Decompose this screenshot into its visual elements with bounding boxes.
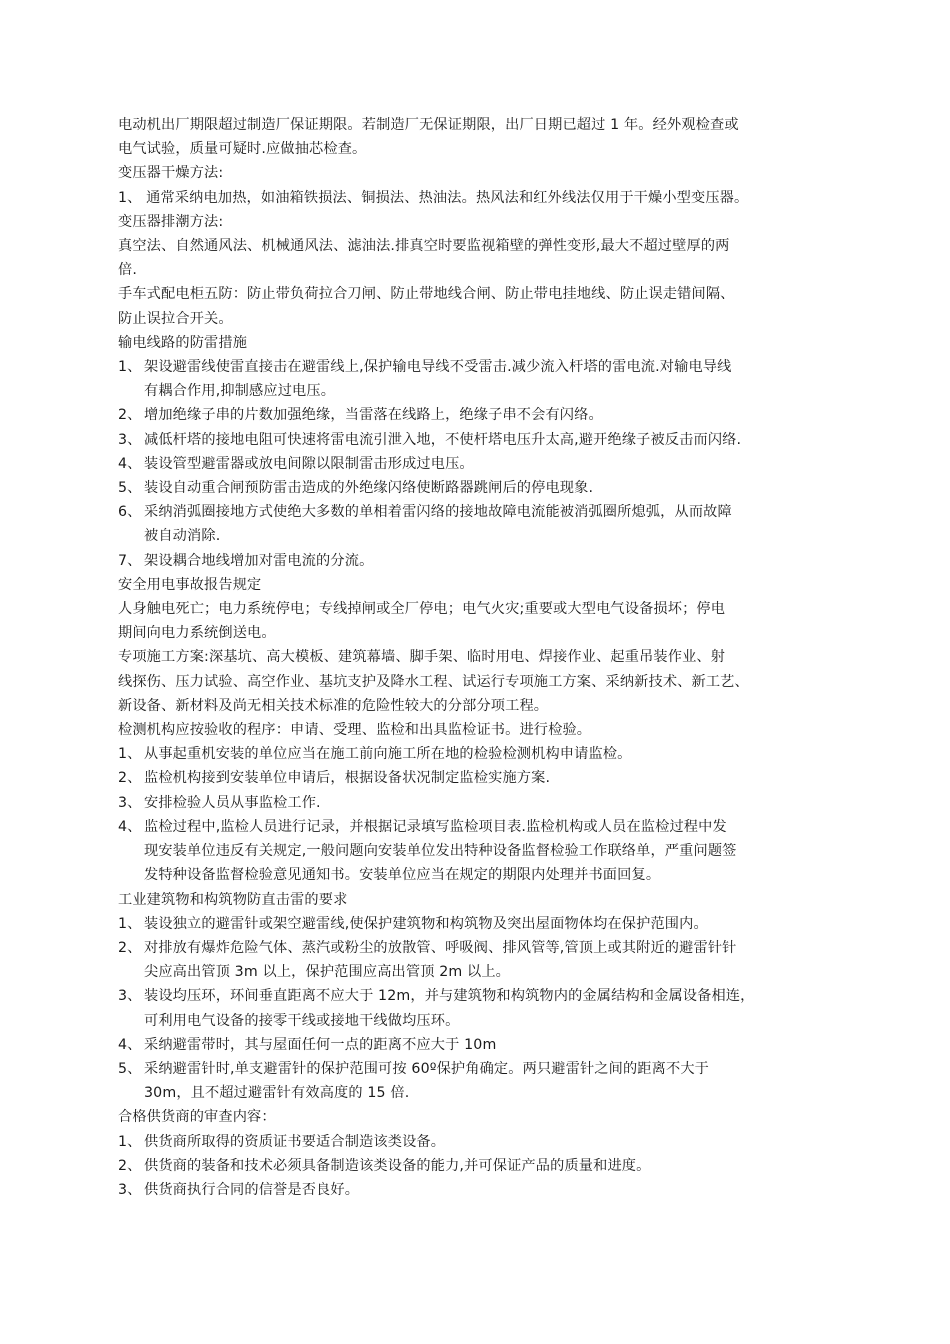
list-item-continuation: 被自动消除. bbox=[144, 528, 221, 545]
list-item-continuation: 现安装单位违反有关规定,一般问题向安装单位发出特种设备监督检验工作联络单，严重问题签 bbox=[144, 843, 737, 860]
text-line: 期间向电力系统倒送电。 bbox=[118, 625, 276, 642]
list-item: 1、 架设避雷线使雷直接击在避雷线上,保护输电导线不受雷击.减少流入杆塔的雷电流.对输电导线 bbox=[118, 359, 732, 376]
list-item: 1、 供货商所取得的资质证书要适合制造该类设备。 bbox=[118, 1133, 446, 1150]
list-item: 3、 装设均压环，环间垂直距离不应大于 12m，并与建筑物和构筑物内的金属结构和金属设备相连， bbox=[118, 988, 755, 1005]
list-item: 4、 监检过程中,监检人员进行记录，并根据记录填写监检项目表.监检机构或人员在监检过程中发 bbox=[118, 818, 727, 835]
intro-section bbox=[118, 113, 840, 355]
safety-section bbox=[118, 573, 840, 742]
list-item: 1、 从事起重机安装的单位应当在施工前向施工所在地的检验检测机构申请监检。 bbox=[118, 746, 632, 763]
heading-accident-report: 安全用电事故报告规定 bbox=[118, 576, 262, 593]
list-item-continuation: 尖应高出管顶 3m 以上，保护范围应高出管顶 2m 以上。 bbox=[144, 964, 511, 981]
list-item: 3、 供货商执行合同的信誉是否良好。 bbox=[118, 1181, 360, 1198]
text-line: 新设备、新材料及尚无相关技术标准的危险性较大的分部分项工程。 bbox=[118, 697, 549, 714]
text-line: 手车式配电柜五防：防止带负荷拉合刀闸、防止带地线合闸、防止带电挂地线、防止误走错间隔、 bbox=[118, 286, 735, 303]
text-line: 倍. bbox=[118, 262, 137, 279]
list-item: 2、 供货商的装备和技术必须具备制造该类设备的能力,并可保证产品的质量和进度。 bbox=[118, 1157, 651, 1174]
list-item: 5、 装设自动重合闸预防雷击造成的外绝缘闪络使断路器跳闸后的停电现象. bbox=[118, 480, 594, 497]
list-item: 7、 架设耦合地线增加对雷电流的分流。 bbox=[118, 552, 374, 569]
heading-inspection-procedure: 检测机构应按验收的程序：申请、受理、监检和出具监检证书。进行检验。 bbox=[118, 722, 592, 739]
list-item: 6、 采纳消弧圈接地方式使绝大多数的单相着雷闪络的接地故障电流能被消弧圈所熄弧，从而故障 bbox=[118, 504, 732, 521]
list-item: 1、 装设独立的避雷针或架空避雷线,使保护建筑物和构筑物及突出屋面物体均在保护范围内。 bbox=[118, 915, 708, 932]
text-line: 1、 通常采纳电加热，如油箱铁损法、铜损法、热油法。热风法和红外线法仅用于干燥小型变压器。 bbox=[118, 189, 749, 206]
list-item: 2、 增加绝缘子串的片数加强绝缘，当雷落在线路上，绝缘子串不会有闪络。 bbox=[118, 407, 603, 424]
inspection-list bbox=[118, 742, 840, 887]
heading-lightning-protection: 输电线路的防雷措施 bbox=[118, 334, 248, 351]
heading-supplier-review: 合格供货商的审查内容： bbox=[118, 1109, 276, 1126]
list-item: 3、 安排检验人员从事监检工作. bbox=[118, 794, 321, 811]
supplier-list bbox=[118, 1130, 840, 1203]
text-line: 线探伤、压力试验、高空作业、基坑支护及降水工程、试运行专项施工方案、采纳新技术、新工艺、 bbox=[118, 673, 749, 690]
list-item-continuation: 有耦合作用,抑制感应过电压。 bbox=[144, 383, 336, 400]
list-item-continuation: 可利用电气设备的接零干线或接地干线做均压环。 bbox=[144, 1012, 460, 1029]
industrial-list bbox=[118, 912, 840, 1106]
text-line: 电气试验，质量可疑时.应做抽芯检查。 bbox=[118, 141, 367, 158]
heading-transformer-moisture: 变压器排潮方法: bbox=[118, 213, 224, 230]
list-item-continuation: 发特种设备监督检验意见通知书。安装单位应当在规定的期限内处理并书面回复。 bbox=[144, 867, 661, 884]
text-line: 电动机出厂期限超过制造厂保证期限。若制造厂无保证期限，出厂日期已超过 1 年。经外观检查或 bbox=[118, 117, 739, 133]
list-item: 3、 减低杆塔的接地电阻可快速将雷电流引泄入地，不使杆塔电压升太高,避开绝缘子被反击而闪络. bbox=[118, 431, 742, 448]
text-line: 真空法、自然通风法、机械通风法、滤油法.排真空时要监视箱壁的弹性变形,最大不超过壁厚的两 bbox=[118, 238, 730, 255]
document-page bbox=[118, 113, 840, 1202]
list-item: 2、 对排放有爆炸危险气体、蒸汽或粉尘的放散管、呼吸阀、排风管等,管顶上或其附近的避雷针针 bbox=[118, 939, 737, 956]
supplier-section bbox=[118, 1105, 840, 1129]
list-item: 5、 采纳避雷针时,单支避雷针的保护范围可按 60º保护角确定。两只避雷针之间的距离不大于 bbox=[118, 1060, 709, 1077]
list-item-continuation: 30m，且不超过避雷针有效高度的 15 倍. bbox=[144, 1085, 410, 1102]
heading-transformer-drying: 变压器干燥方法: bbox=[118, 165, 224, 182]
industrial-section bbox=[118, 888, 840, 912]
list-item: 4、 装设管型避雷器或放电间隙以限制雷击形成过电压。 bbox=[118, 455, 474, 472]
heading-industrial-lightning: 工业建筑物和构筑物防直击雷的要求 bbox=[118, 891, 348, 908]
list-item: 2、 监检机构接到安装单位申请后，根据设备状况制定监检实施方案. bbox=[118, 770, 551, 787]
lightning-list bbox=[118, 355, 840, 573]
text-line: 专项施工方案:深基坑、高大模板、建筑幕墙、脚手架、临时用电、焊接作业、起重吊装作业、射 bbox=[118, 649, 726, 666]
text-line: 防止误拉合开关。 bbox=[118, 310, 233, 327]
text-line: 人身触电死亡；电力系统停电；专线掉闸或全厂停电；电气火灾;重要或大型电气设备损坏；停电 bbox=[118, 601, 726, 618]
list-item: 4、 采纳避雷带时，其与屋面任何一点的距离不应大于 10m bbox=[118, 1036, 497, 1053]
